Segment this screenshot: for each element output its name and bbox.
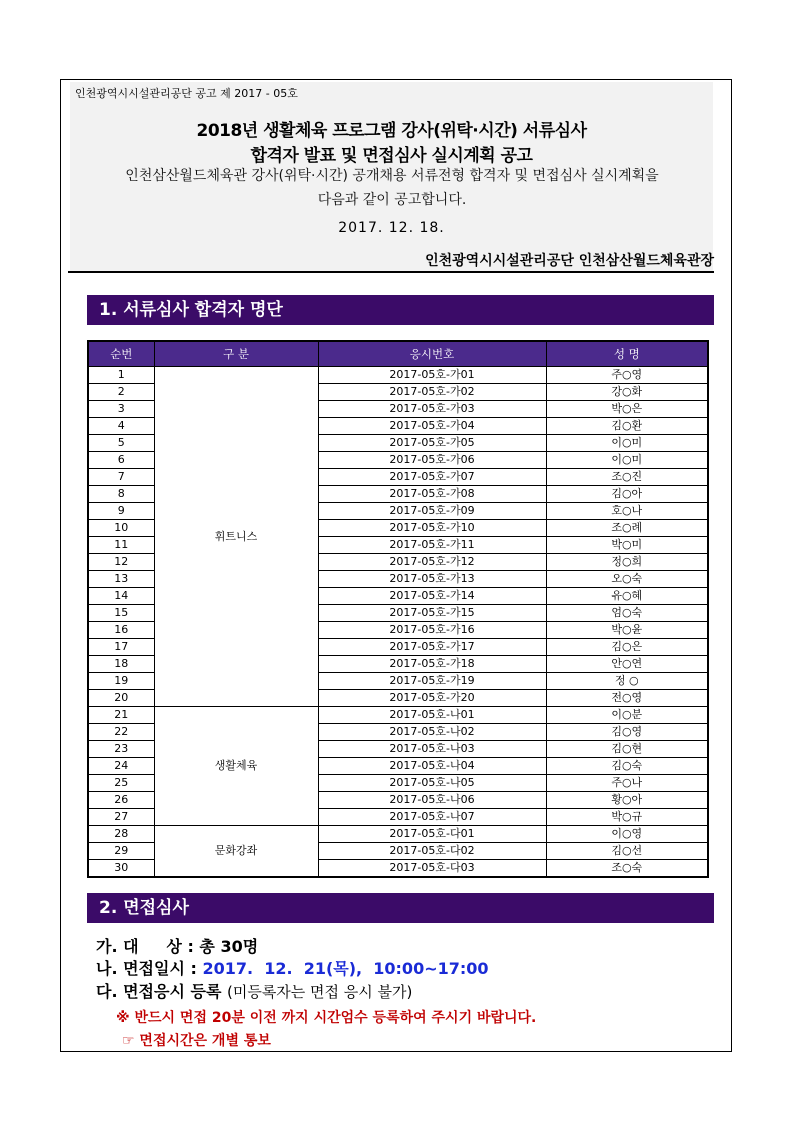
applicant-id: 2017-05호-가12 [318, 554, 546, 571]
applicant-id: 2017-05호-가04 [318, 418, 546, 435]
header-id: 응시번호 [318, 341, 546, 367]
row-number: 10 [88, 520, 154, 537]
row-number: 5 [88, 435, 154, 452]
applicant-name: 박○규 [546, 809, 708, 826]
category-cell: 휘트니스 [154, 367, 318, 707]
target-label: 가. 대 상 : [96, 937, 200, 956]
applicant-name: 이○분 [546, 707, 708, 724]
header-category: 구 분 [154, 341, 318, 367]
row-number: 7 [88, 469, 154, 486]
applicant-id: 2017-05호-가05 [318, 435, 546, 452]
applicant-name: 김○은 [546, 639, 708, 656]
applicant-name: 주○영 [546, 367, 708, 384]
table-body [88, 367, 708, 878]
applicant-name: 안○연 [546, 656, 708, 673]
header-name: 성 명 [546, 341, 708, 367]
applicant-name: 조○례 [546, 520, 708, 537]
row-number: 2 [88, 384, 154, 401]
applicant-name: 김○현 [546, 741, 708, 758]
datetime-label: 나. 면접일시 : [96, 959, 203, 978]
row-number: 26 [88, 792, 154, 809]
applicant-id: 2017-05호-가13 [318, 571, 546, 588]
applicant-name: 오○숙 [546, 571, 708, 588]
row-number: 29 [88, 843, 154, 860]
applicant-name: 조○진 [546, 469, 708, 486]
row-number: 15 [88, 605, 154, 622]
intro-line-1: 인천삼산월드체육관 강사(위탁·시간) 공개채용 서류전형 합격자 및 면접심사 실시계획을 [125, 168, 659, 184]
title-line-2: 합격자 발표 및 면접심사 실시계획 공고 [250, 146, 533, 166]
applicant-id: 2017-05호-다01 [318, 826, 546, 843]
row-number: 20 [88, 690, 154, 707]
row-number: 8 [88, 486, 154, 503]
row-number: 19 [88, 673, 154, 690]
row-number: 22 [88, 724, 154, 741]
category-cell: 생활체육 [154, 707, 318, 826]
row-number: 17 [88, 639, 154, 656]
applicant-id: 2017-05호-가18 [318, 656, 546, 673]
row-number: 14 [88, 588, 154, 605]
row-number: 9 [88, 503, 154, 520]
category-cell: 문화강좌 [154, 826, 318, 878]
registration-label: 다. 면접응시 등록 [96, 982, 227, 1001]
applicant-name: 주○나 [546, 775, 708, 792]
applicant-name: 호○나 [546, 503, 708, 520]
applicant-id: 2017-05호-가14 [318, 588, 546, 605]
applicant-id: 2017-05호-가16 [318, 622, 546, 639]
header-divider [68, 271, 714, 273]
table-header-row [88, 341, 708, 367]
row-number: 24 [88, 758, 154, 775]
applicant-name: 김○영 [546, 724, 708, 741]
applicant-id: 2017-05호-다02 [318, 843, 546, 860]
row-number: 6 [88, 452, 154, 469]
target-value: 총 30명 [199, 937, 259, 956]
applicant-name: 박○윤 [546, 622, 708, 639]
row-number: 28 [88, 826, 154, 843]
applicant-name: 김○숙 [546, 758, 708, 775]
intro-line-2: 다음과 같이 공고합니다. [317, 192, 467, 208]
notice-text: ☞ 면접시간은 개별 통보 [122, 1033, 271, 1049]
row-number: 27 [88, 809, 154, 826]
row-number: 23 [88, 741, 154, 758]
title-line-1: 2018년 생활체육 프로그램 강사(위탁·시간) 서류심사 [196, 121, 587, 141]
table-row [88, 826, 708, 843]
applicant-name: 박○미 [546, 537, 708, 554]
applicant-name: 이○미 [546, 452, 708, 469]
table-row [88, 367, 708, 384]
applicant-name: 정 ○ [546, 673, 708, 690]
applicant-id: 2017-05호-가02 [318, 384, 546, 401]
applicant-id: 2017-05호-가20 [318, 690, 546, 707]
row-number: 16 [88, 622, 154, 639]
applicant-id: 2017-05호-가19 [318, 673, 546, 690]
applicant-name: 정○희 [546, 554, 708, 571]
table-row [88, 707, 708, 724]
interview-target [96, 934, 258, 957]
applicant-name: 김○환 [546, 418, 708, 435]
row-number: 12 [88, 554, 154, 571]
warning-text: ※ 반드시 면접 20분 이전 까지 시간엄수 등록하여 주시기 바랍니다. [116, 1010, 537, 1026]
header-no: 순번 [88, 341, 154, 367]
applicant-id: 2017-05호-나07 [318, 809, 546, 826]
applicant-name: 유○혜 [546, 588, 708, 605]
row-number: 1 [88, 367, 154, 384]
applicant-id: 2017-05호-나02 [318, 724, 546, 741]
applicant-id: 2017-05호-가15 [318, 605, 546, 622]
applicant-id: 2017-05호-나05 [318, 775, 546, 792]
intro-text [78, 164, 706, 212]
applicant-table [87, 340, 709, 878]
applicant-name: 이○영 [546, 826, 708, 843]
applicant-id: 2017-05호-나06 [318, 792, 546, 809]
applicant-name: 이○미 [546, 435, 708, 452]
applicant-name: 엄○숙 [546, 605, 708, 622]
applicant-id: 2017-05호-가17 [318, 639, 546, 656]
applicant-name: 조○숙 [546, 860, 708, 878]
section2-title: 2. 면접심사 [87, 893, 714, 923]
applicant-id: 2017-05호-가01 [318, 367, 546, 384]
row-number: 21 [88, 707, 154, 724]
datetime-value: 2017. 12. 21(목), 10:00~17:00 [202, 959, 489, 978]
applicant-id: 2017-05호-나04 [318, 758, 546, 775]
applicant-id: 2017-05호-가10 [318, 520, 546, 537]
applicant-name: 황○아 [546, 792, 708, 809]
applicant-id: 2017-05호-나03 [318, 741, 546, 758]
applicant-id: 2017-05호-가08 [318, 486, 546, 503]
notice-number: 인천광역시시설관리공단 공고 제 2017 - 05호 [75, 87, 298, 100]
row-number: 13 [88, 571, 154, 588]
interview-registration [96, 979, 412, 1002]
row-number: 4 [88, 418, 154, 435]
applicant-id: 2017-05호-가06 [318, 452, 546, 469]
applicant-name: 강○화 [546, 384, 708, 401]
row-number: 18 [88, 656, 154, 673]
applicant-name: 전○영 [546, 690, 708, 707]
applicant-name: 박○은 [546, 401, 708, 418]
row-number: 30 [88, 860, 154, 878]
section1-title: 1. 서류심사 합격자 명단 [87, 295, 714, 325]
row-number: 11 [88, 537, 154, 554]
applicant-name: 김○아 [546, 486, 708, 503]
row-number: 3 [88, 401, 154, 418]
applicant-id: 2017-05호-가09 [318, 503, 546, 520]
applicant-id: 2017-05호-가03 [318, 401, 546, 418]
applicant-name: 김○선 [546, 843, 708, 860]
registration-note: (미등록자는 면접 응시 불가) [226, 983, 413, 1001]
applicant-id: 2017-05호-가11 [318, 537, 546, 554]
row-number: 25 [88, 775, 154, 792]
applicant-id: 2017-05호-나01 [318, 707, 546, 724]
notice-date: 2017. 12. 18. [338, 220, 445, 236]
interview-datetime [96, 956, 489, 979]
organization-name: 인천광역시시설관리공단 인천삼산월드체육관장 [425, 253, 714, 269]
applicant-id: 2017-05호-다03 [318, 860, 546, 878]
applicant-id: 2017-05호-가07 [318, 469, 546, 486]
